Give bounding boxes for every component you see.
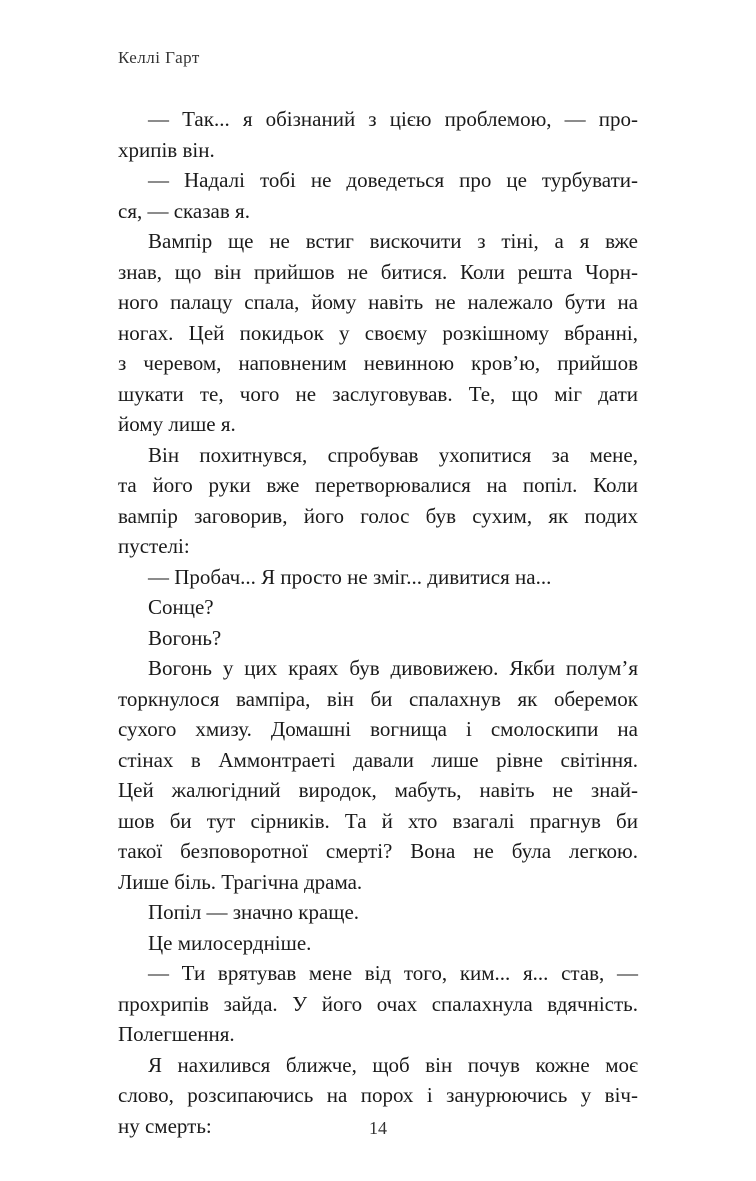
text-line: Сонце? [148,595,214,619]
text-line: Попіл — значно краще. [148,900,360,924]
text-line: такої безповоротної смерті? Вона не була легкою. [118,839,638,863]
body-text [118,104,638,1141]
text-line: шукати те, чого не заслуговував. Те, що міг дати [118,381,638,406]
text-line: знав, що він прийшов не битися. Коли решта Чорн- [118,259,638,284]
text-line: шов би тут сірників. Та й хто взагалі прагнув би [118,808,638,833]
text-line: Вампір ще не встиг вискочити з тіні, а я вже [148,229,638,253]
text-line: стінах в Аммонтраеті давали лише рівне світіння. [118,747,638,772]
text-line: — Ти врятував мене від того, ким... я... став, — [148,961,638,985]
page-number: 14 [369,1118,387,1138]
text-line: прохрипів зайда. У його очах спалахнула вдячність. [118,991,638,1016]
text-line: вампір заговорив, його голос був сухим, як подих [118,503,638,528]
text-line: Вогонь у цих краях був дивовижею. Якби полум’я [148,656,638,680]
text-line: Він похитнувся, спробував ухопитися за мене, [148,442,638,467]
text-line: йому лише я. [118,412,236,436]
text-line: торкнулося вампіра, він би спалахнув як оберемок [118,686,638,711]
text-line: пустелі: [118,534,190,558]
text-line: Полегшення. [118,1022,235,1046]
running-header-author: Келлі Гарт [118,48,200,67]
text-line: Я нахилився ближче, щоб він почув кожне моє [148,1052,638,1077]
text-line: ся, — сказав я. [118,198,250,223]
text-line: Цей жалюгідний виродок, мабуть, навіть не знай- [118,778,638,802]
text-line: — Надалі тобі не доведеться про це турбувати- [148,168,638,192]
text-line: — Так... я обізнаний з цією проблемою, — про- [148,107,638,131]
text-line: слово, розсипаючись на порох і занурюючись у віч- [118,1083,638,1107]
text-line: ну смерть: [118,1113,212,1138]
text-line: з черевом, наповненим невинною кров’ю, прийшов [118,351,638,375]
text-line: та його руки вже перетворювалися на попіл. Коли [118,473,638,497]
text-line: Це милосерднiше. [148,930,312,955]
text-line: Лише біль. Трагічна драма. [118,869,363,894]
text-line: хрипів він. [118,137,215,162]
text-line: ного палацу спала, йому навіть не належало бути на [118,290,638,314]
text-line: Вогонь? [148,625,222,650]
text-line: ногах. Цей покидьок у своєму розкішному вбранні, [118,320,638,345]
text-line: сухого хмизу. Домашні вогнища і смолоскипи на [118,717,638,741]
text-line: — Пробач... Я просто не зміг... дивитися на... [148,564,552,589]
